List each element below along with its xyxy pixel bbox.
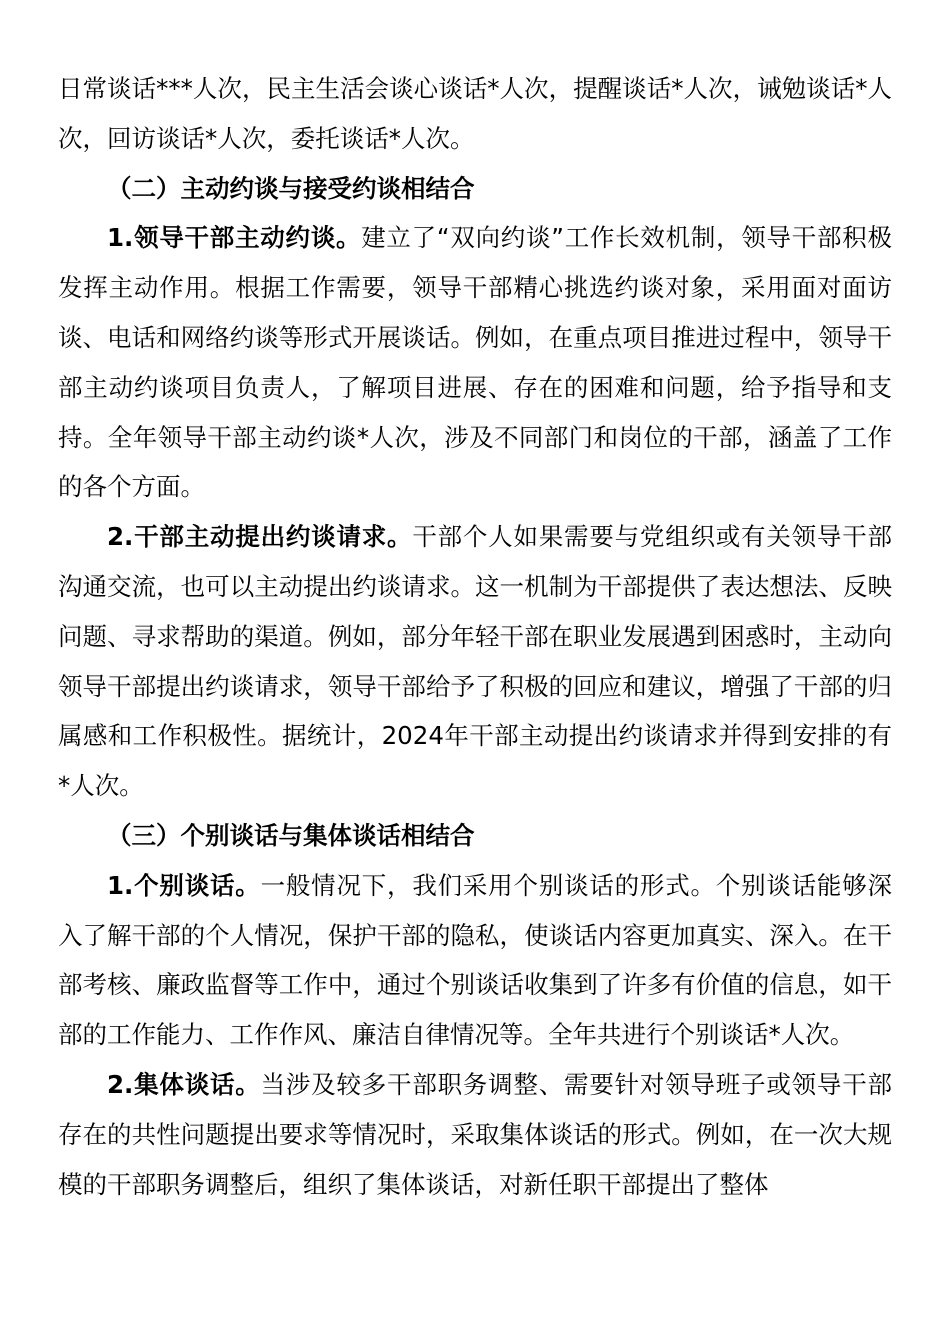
paragraph-lead: 2.干部主动提出约谈请求。 [107,522,413,552]
paragraph-lead: 1.个别谈话。 [107,870,261,900]
section-heading-2: （二）主动约谈与接受约谈相结合 [107,173,475,203]
paragraph-body: 一般情况下，我们采用个别谈话的形式。个别谈话能够深入了解干部的个人情况，保护干部的隐私，使谈话内容更加真实、深入。在干部考核、廉政监督等工作中，通过个别谈话收集到了许多有价值的信息，如干部的工作能力、工作作风、廉洁自律情况等。全年共进行个别谈话*人次。 [58,870,893,1050]
paragraph-talk-statistics: 日常谈话***人次，民主生活会谈心谈话*人次，提醒谈话*人次，诫勉谈话*人次，回访谈话*人次，委托谈话*人次。 [58,74,892,153]
paragraph-body: 干部个人如果需要与党组织或有关领导干部沟通交流，也可以主动提出约谈请求。这一机制为干部提供了表达想法、反映问题、寻求帮助的渠道。例如，部分年轻干部在职业发展遇到困惑时，主动向领导干部提出约谈请求，领导干部给予了积极的回应和建议，增强了干部的归属感和工作积极性。据统计，2024年干部主动提出约谈请求并得到安排的有*人次。 [58,522,892,801]
paragraph-body: 当涉及较多干部职务调整、需要针对领导班子或领导干部存在的共性问题提出要求等情况时，采取集体谈话的形式。例如，在一次大规模的干部职务调整后，组织了集体谈话，对新任职干部提出了整体 [58,1069,893,1199]
paragraph-leader-initiated-talks [58,213,892,512]
section-heading-3: （三）个别谈话与集体谈话相结合 [107,820,475,850]
paragraph-lead: 2.集体谈话。 [107,1069,261,1099]
paragraph-collective-talks [58,1060,892,1209]
paragraph-individual-talks [58,861,892,1060]
paragraph-cadre-requested-talks [58,512,892,811]
paragraph-body: 建立了“双向约谈”工作长效机制，领导干部积极发挥主动作用。根据工作需要，领导干部精心挑选约谈对象，采用面对面访谈、电话和网络约谈等形式开展谈话。例如，在重点项目推进过程中，领导干部主动约谈项目负责人，了解项目进展、存在的困难和问题，给予指导和支持。全年领导干部主动约谈*人次，涉及不同部门和岗位的干部，涵盖了工作的各个方面。 [58,223,892,502]
document-page [58,64,892,1209]
paragraph-lead: 1.领导干部主动约谈。 [107,223,362,253]
